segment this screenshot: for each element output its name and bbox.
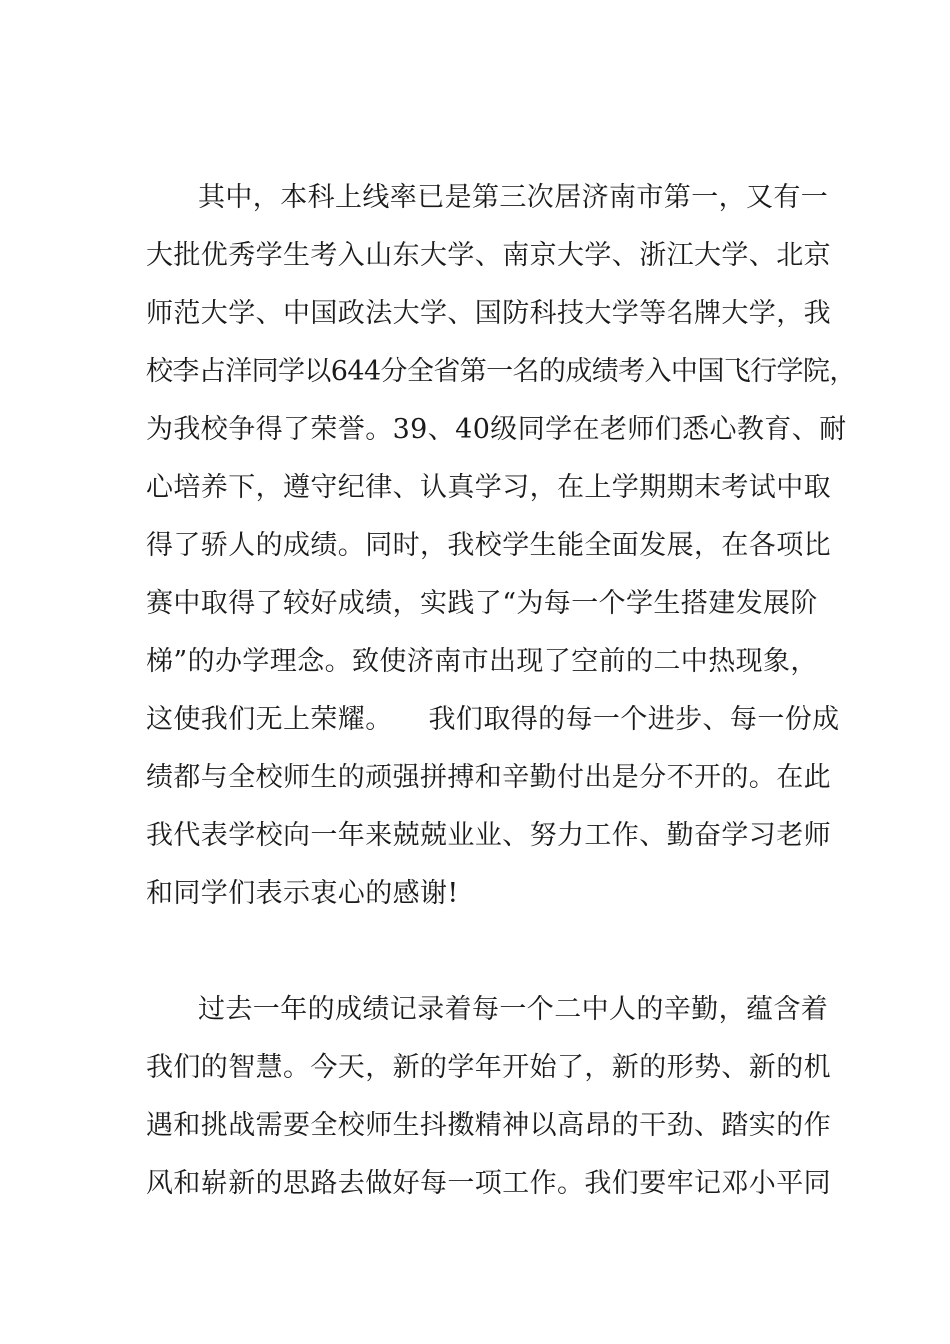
paragraph-1-line-12: 我代表学校向一年来兢兢业业、努力工作、勤奋学习老师 — [146, 820, 831, 851]
paragraph-1-line-6: 心培养下，遵守纪律、认真学习，在上学期期末考试中取 — [146, 472, 831, 503]
paragraph-1-line-1: 其中，本科上线率已是第三次居济南市第一，又有一 — [198, 182, 829, 213]
paragraph-1-line-4: 校李占洋同学以644分全省第一名的成绩考入中国飞行学院， — [146, 356, 856, 387]
paragraph-2-line-3: 遇和挑战需要全校师生抖擞精神以高昂的干劲、踏实的作 — [146, 1110, 831, 1141]
paragraph-2-line-4: 风和崭新的思路去做好每一项工作。我们要牢记邓小平同 — [146, 1168, 831, 1199]
paragraph-2-line-2: 我们的智慧。今天，新的学年开始了，新的形势、新的机 — [146, 1052, 831, 1083]
paragraph-1-line-9: 梯”的办学理念。致使济南市出现了空前的二中热现象， — [146, 646, 818, 677]
paragraph-1-line-5: 为我校争得了荣誉。39、40级同学在老师们悉心教育、耐 — [146, 414, 847, 445]
paragraph-1-line-2: 大批优秀学生考入山东大学、南京大学、浙江大学、北京 — [146, 240, 831, 271]
paragraph-1-line-10: 这使我们无上荣耀。 我们取得的每一个进步、每一份成 — [146, 704, 840, 735]
paragraph-1-line-13: 和同学们表示衷心的感谢! — [146, 878, 459, 909]
paragraph-1-line-3: 师范大学、中国政法大学、国防科技大学等名牌大学，我 — [146, 298, 831, 329]
paragraph-1-line-7: 得了骄人的成绩。同时，我校学生能全面发展，在各项比 — [146, 530, 831, 561]
paragraph-2-line-1: 过去一年的成绩记录着每一个二中人的辛勤，蕴含着 — [198, 994, 829, 1025]
paragraph-1-line-11: 绩都与全校师生的顽强拼搏和辛勤付出是分不开的。在此 — [146, 762, 831, 793]
paragraph-1-line-8: 赛中取得了较好成绩，实践了“为每一个学生搭建发展阶 — [146, 588, 818, 619]
